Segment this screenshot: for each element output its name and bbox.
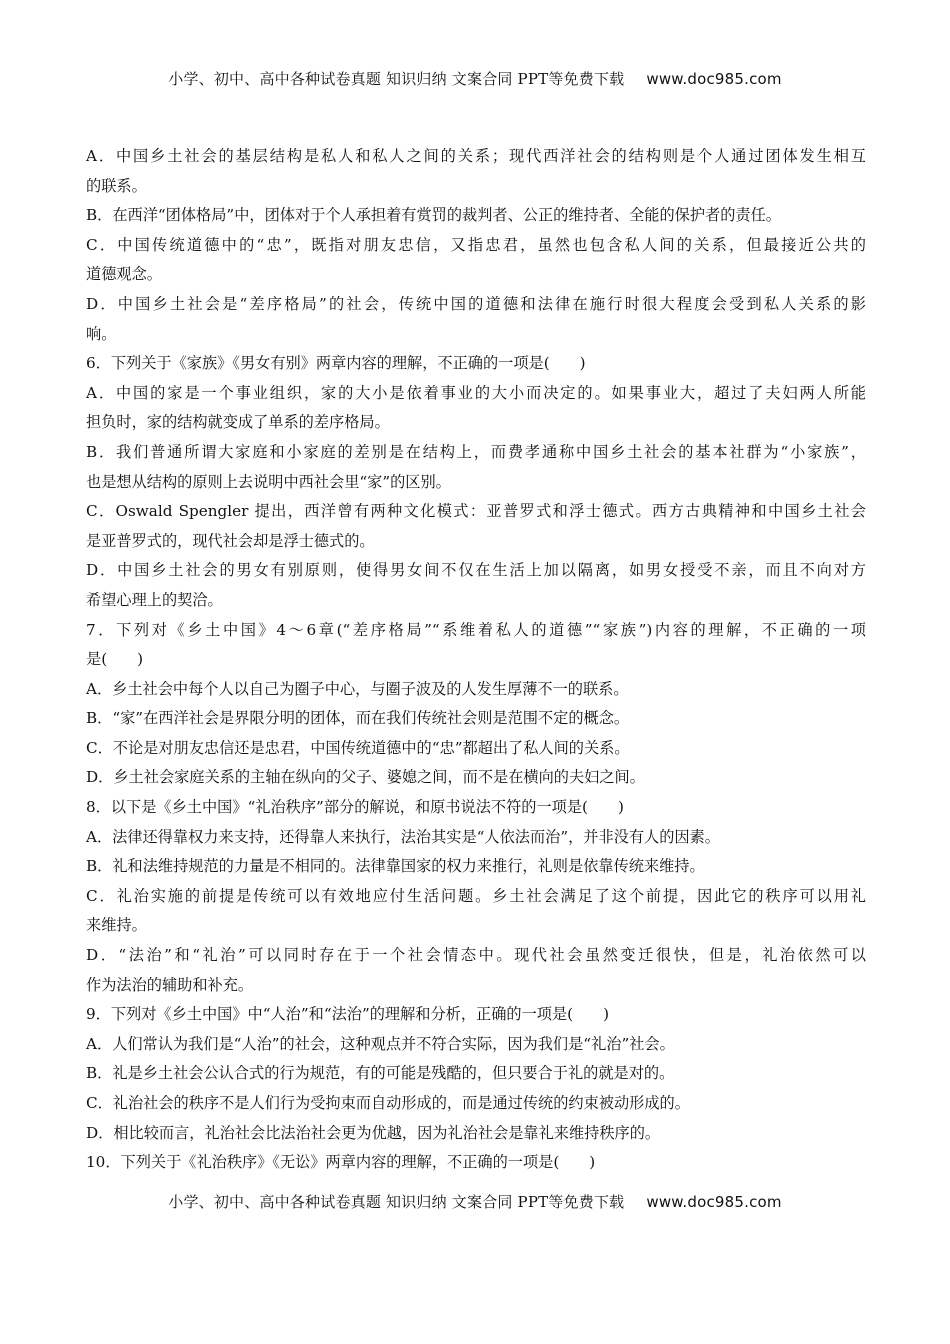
q9-option-c: C．礼治社会的秩序不是人们行为受拘束而自动形成的，而是通过传统的约束被动形成的。 bbox=[86, 1094, 690, 1112]
q6-option-a-line2: 担负时，家的结构就变成了单系的差序格局。 bbox=[86, 413, 390, 432]
q7-stem-line2 bbox=[86, 645, 866, 675]
footer-text: 小学、初中、高中各种试卷真题 知识归纳 文案合同 PPT等免费下载 bbox=[168, 1193, 625, 1211]
q8-stem bbox=[86, 793, 866, 823]
q6-stem-close: ) bbox=[579, 354, 586, 373]
q7-option-d: D．乡土社会家庭关系的主轴在纵向的父子、婆媳之间，而不是在横向的夫妇之间。 bbox=[86, 768, 645, 787]
header-site-link[interactable]: www.doc985.com bbox=[646, 70, 782, 88]
q7-stem-close: ) bbox=[137, 650, 144, 669]
q6-option-d-line1: D．中国乡土社会的男女有别原则，使得男女间不仅在生活上加以隔离，如男女授受不亲，而且不向对方 bbox=[86, 561, 866, 580]
q5-option-a-line2: 的联系。 bbox=[86, 176, 147, 195]
q9-stem bbox=[86, 1000, 866, 1030]
q9-option-d: D．相比较而言，礼治社会比法治社会更为优越，因为礼治社会是靠礼来维持秩序的。 bbox=[86, 1123, 661, 1142]
header-text: 小学、初中、高中各种试卷真题 知识归纳 文案合同 PPT等免费下载 bbox=[168, 70, 625, 88]
q7-option-c: C．不论是对朋友忠信还是忠君，中国传统道德中的“忠”都超出了私人间的关系。 bbox=[86, 738, 630, 757]
q10-stem bbox=[86, 1148, 866, 1178]
q5-option-c-line2: 道德观念。 bbox=[86, 265, 162, 284]
q5-option-d-line1: D．中国乡土社会是“差序格局”的社会，传统中国的道德和法律在施行时很大程度会受到私人关系的影 bbox=[86, 294, 866, 313]
q9-option-b: B．礼是乡土社会公认合式的行为规范，有的可能是残酷的，但只要合于礼的就是对的。 bbox=[86, 1064, 675, 1083]
q7-option-a: A．乡土社会中每个人以自己为圈子中心，与圈子波及的人发生厚薄不一的联系。 bbox=[86, 679, 629, 698]
footer-site-link[interactable]: www.doc985.com bbox=[646, 1193, 782, 1211]
q8-option-d-line1: D．“法治”和“礼治”可以同时存在于一个社会情态中。现代社会虽然变迁很快，但是，礼治依然可以 bbox=[86, 946, 866, 965]
q8-option-b: B．礼和法维持规范的力量是不相同的。法律靠国家的权力来推行，礼则是依靠传统来维持。 bbox=[86, 857, 705, 876]
q9-stem-close: ) bbox=[603, 1005, 610, 1024]
q7-stem-line1: 7．下列对《乡土中国》4～6章(“差序格局”“系维着私人的道德”“家族”)内容的理解，不正确的一项 bbox=[86, 620, 866, 639]
q5-option-a-line1: A．中国乡土社会的基层结构是私人和私人之间的关系；现代西洋社会的结构则是个人通过团体发生相互 bbox=[86, 147, 866, 165]
q5-option-b: B．在西洋“团体格局”中，团体对于个人承担着有赏罚的裁判者、公正的维持者、全能的保护者的责任。 bbox=[86, 206, 781, 225]
q8-option-c-line1: C．礼治实施的前提是传统可以有效地应付生活问题。乡土社会满足了这个前提，因此它的秩序可以用礼 bbox=[86, 886, 866, 905]
q6-option-b-line1: B．我们普通所谓大家庭和小家庭的差别是在结构上，而费孝通称中国乡土社会的基本社群为“小家族”， bbox=[86, 442, 866, 461]
q9-stem-text: 9．下列对《乡土中国》中“人治”和“法治”的理解和分析，正确的一项是( bbox=[86, 1005, 574, 1024]
q6-stem bbox=[86, 349, 866, 379]
q6-option-b-line2: 也是想从结构的原则上去说明中西社会里“家”的区别。 bbox=[86, 472, 451, 491]
document-body bbox=[86, 142, 866, 1178]
q8-stem-close: ) bbox=[617, 798, 624, 817]
q10-stem-text: 10．下列关于《礼治秩序》《无讼》两章内容的理解，不正确的一项是( bbox=[86, 1153, 560, 1172]
q8-option-d-line2: 作为法治的辅助和补充。 bbox=[86, 975, 254, 994]
q7-stem-text: 是( bbox=[86, 650, 108, 669]
q6-stem-text: 6．下列关于《家族》《男女有别》两章内容的理解，不正确的一项是( bbox=[86, 354, 550, 373]
q6-option-c-line2: 是亚普罗式的，现代社会却是浮士德式的。 bbox=[86, 531, 375, 550]
q8-option-a: A．法律还得靠权力来支持，还得靠人来执行，法治其实是“人依法而治”，并非没有人的因素。 bbox=[86, 827, 720, 846]
q5-option-d-line2: 响。 bbox=[86, 324, 117, 343]
page-header bbox=[0, 68, 950, 89]
page-footer bbox=[0, 1191, 950, 1212]
q7-option-b: B．“家”在西洋社会是界限分明的团体，而在我们传统社会则是范围不定的概念。 bbox=[86, 709, 630, 728]
q5-option-c-line1: C．中国传统道德中的“忠”，既指对朋友忠信，又指忠君，虽然也包含私人间的关系，但最接近公共的 bbox=[86, 235, 866, 254]
q10-stem-close: ) bbox=[589, 1153, 596, 1172]
q8-option-c-line2: 来维持。 bbox=[86, 916, 147, 935]
q6-option-a-line1: A．中国的家是一个事业组织，家的大小是依着事业的大小而决定的。如果事业大，超过了夫妇两人所能 bbox=[86, 383, 866, 402]
q6-option-c-line1: C．Oswald Spengler 提出，西洋曾有两种文化模式：亚普罗式和浮士德式。西方古典精神和中国乡土社会 bbox=[86, 502, 866, 521]
q8-stem-text: 8．以下是《乡土中国》“礼治秩序”部分的解说，和原书说法不符的一项是( bbox=[86, 798, 588, 817]
q9-option-a: A．人们常认为我们是“人治”的社会，这种观点并不符合实际，因为我们是“礼治”社会。 bbox=[86, 1034, 675, 1053]
q6-option-d-line2: 希望心理上的契洽。 bbox=[86, 590, 223, 609]
